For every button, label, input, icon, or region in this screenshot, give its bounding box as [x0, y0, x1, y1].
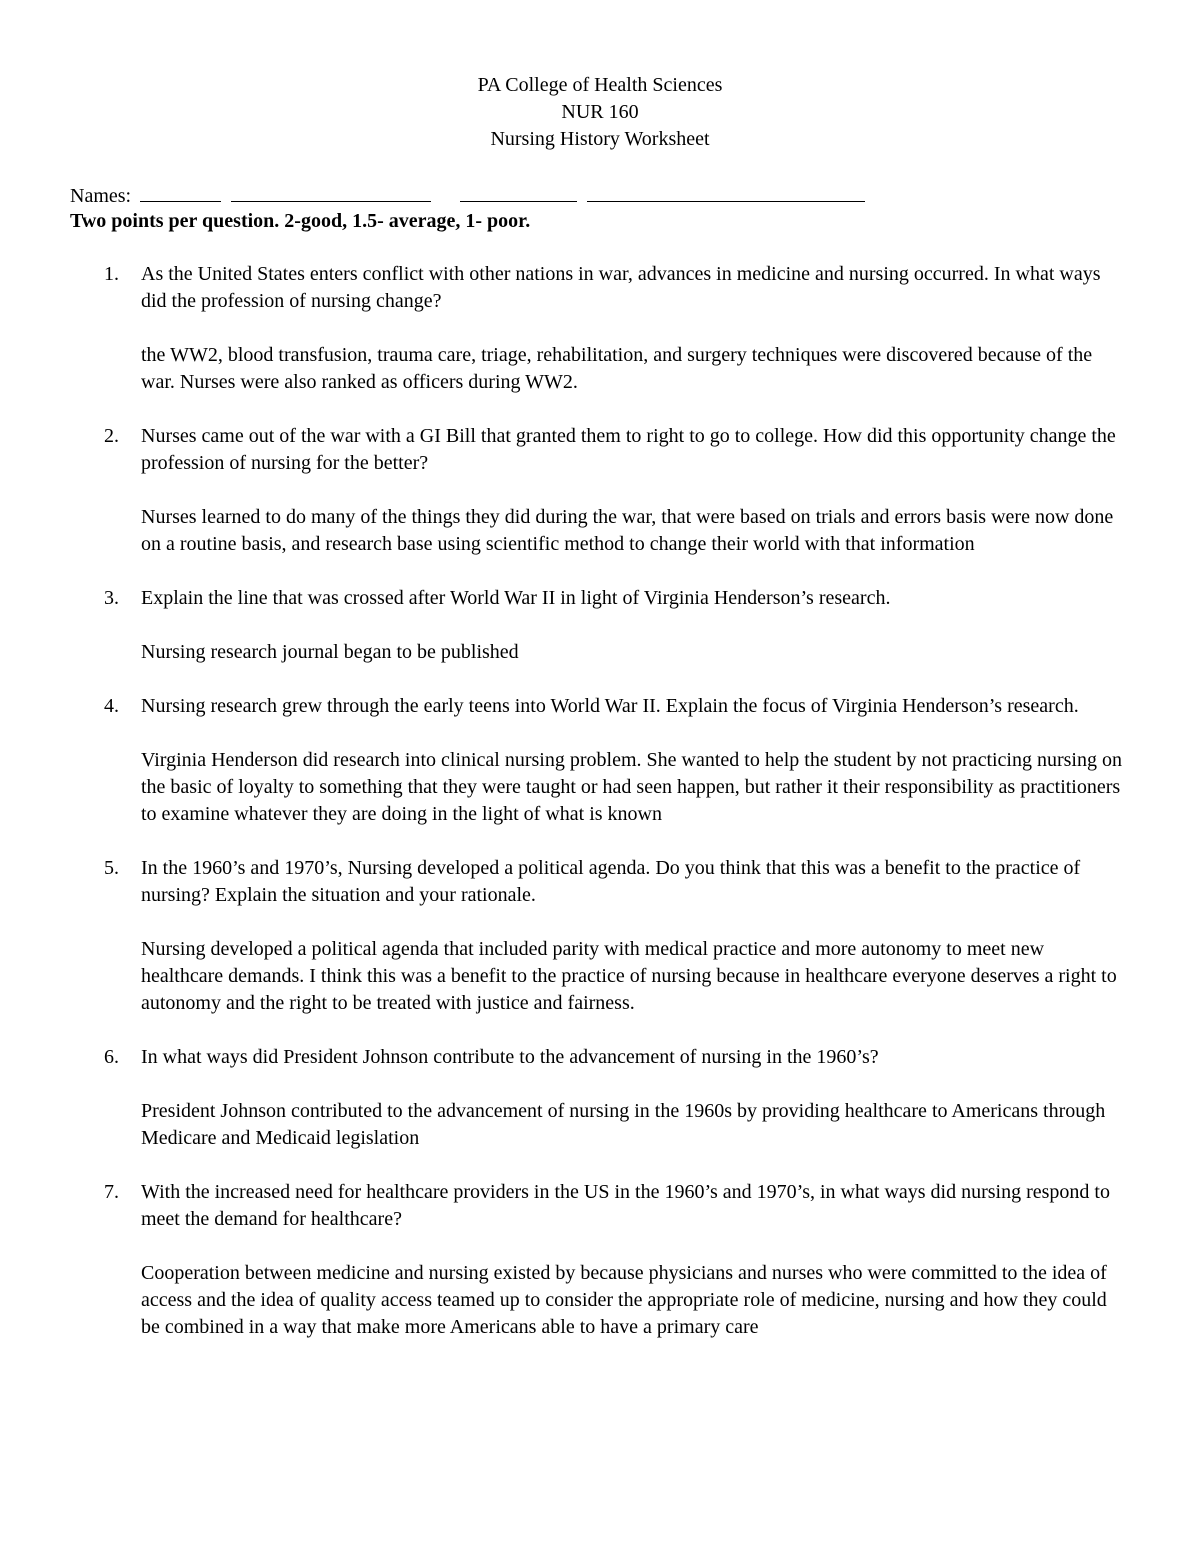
question-answer: the WW2, blood transfusion, trauma care, triage, rehabilitation, and surgery techniques were discovered because of the war. Nurses were also ranked as officers during WW2. — [141, 344, 1093, 393]
question-number: 4. — [104, 695, 119, 717]
question-prompt: Nursing research grew through the early teens into World War II. Explain the focus of Virginia Henderson’s research. — [141, 695, 1079, 717]
name-blank-4 — [587, 181, 865, 202]
names-label: Names: — [70, 185, 132, 207]
question-list — [0, 261, 1200, 1341]
name-blank-2 — [231, 181, 431, 202]
course-code: NUR 160 — [561, 101, 639, 123]
question-item — [0, 1044, 1200, 1152]
question-number: 3. — [104, 587, 119, 609]
question-item — [0, 423, 1200, 558]
question-answer: Virginia Henderson did research into clinical nursing problem. She wanted to help the student by not practicing nursing on the basic of loyalty to something that they were taught or had seen happen, but rather it their responsibility as practitioners to examine whatever they are doing in the light of what is known — [141, 749, 1122, 825]
question-item — [0, 855, 1200, 1017]
question-prompt: Explain the line that was crossed after World War II in light of Virginia Henderson’s research. — [141, 587, 891, 609]
question-number: 6. — [104, 1046, 119, 1068]
question-item — [0, 693, 1200, 828]
question-answer: Nurses learned to do many of the things they did during the war, that were based on trials and errors basis were now done on a routine basis, and research base using scientific method to change their world with that information — [141, 506, 1114, 555]
question-item — [0, 1179, 1200, 1341]
document-header — [0, 72, 1200, 153]
question-number: 5. — [104, 857, 119, 879]
question-number: 2. — [104, 425, 119, 447]
grading-note: Two points per question. 2-good, 1.5- average, 1- poor. — [70, 210, 531, 232]
question-prompt: Nurses came out of the war with a GI Bill that granted them to right to go to college. How did this opportunity change the profession of nursing for the better? — [141, 425, 1116, 474]
question-answer: Nursing developed a political agenda that included parity with medical practice and more autonomy to meet new healthcare demands. I think this was a benefit to the practice of nursing because in healthcare everyone deserves a right to autonomy and the right to be treated with justice and fairness. — [141, 938, 1117, 1014]
worksheet-title: Nursing History Worksheet — [490, 128, 710, 150]
question-item — [0, 261, 1200, 396]
question-item — [0, 585, 1200, 666]
question-answer: Cooperation between medicine and nursing existed by because physicians and nurses who were committed to the idea of access and the idea of quality access teamed up to consider the appropriate role of medicine, nursing and how they could be combined in a way that make more Americans able to have a primary care — [141, 1262, 1107, 1338]
name-blank-3 — [460, 181, 577, 202]
name-blank-1 — [140, 181, 221, 202]
names-line — [70, 181, 865, 210]
question-prompt: In what ways did President Johnson contribute to the advancement of nursing in the 1960’s? — [141, 1046, 879, 1068]
question-answer: Nursing research journal began to be published — [141, 641, 519, 663]
college-name: PA College of Health Sciences — [477, 74, 723, 96]
question-prompt: As the United States enters conflict with other nations in war, advances in medicine and nursing occurred. In what ways did the profession of nursing change? — [141, 263, 1101, 312]
question-number: 1. — [104, 263, 119, 285]
question-answer: President Johnson contributed to the advancement of nursing in the 1960s by providing healthcare to Americans through Medicare and Medicaid legislation — [141, 1100, 1106, 1149]
question-prompt: With the increased need for healthcare providers in the US in the 1960’s and 1970’s, in what ways did nursing respond to meet the demand for healthcare? — [141, 1181, 1110, 1230]
question-number: 7. — [104, 1181, 119, 1203]
question-prompt: In the 1960’s and 1970’s, Nursing developed a political agenda. Do you think that this was a benefit to the practice of nursing? Explain the situation and your rationale. — [141, 857, 1081, 906]
